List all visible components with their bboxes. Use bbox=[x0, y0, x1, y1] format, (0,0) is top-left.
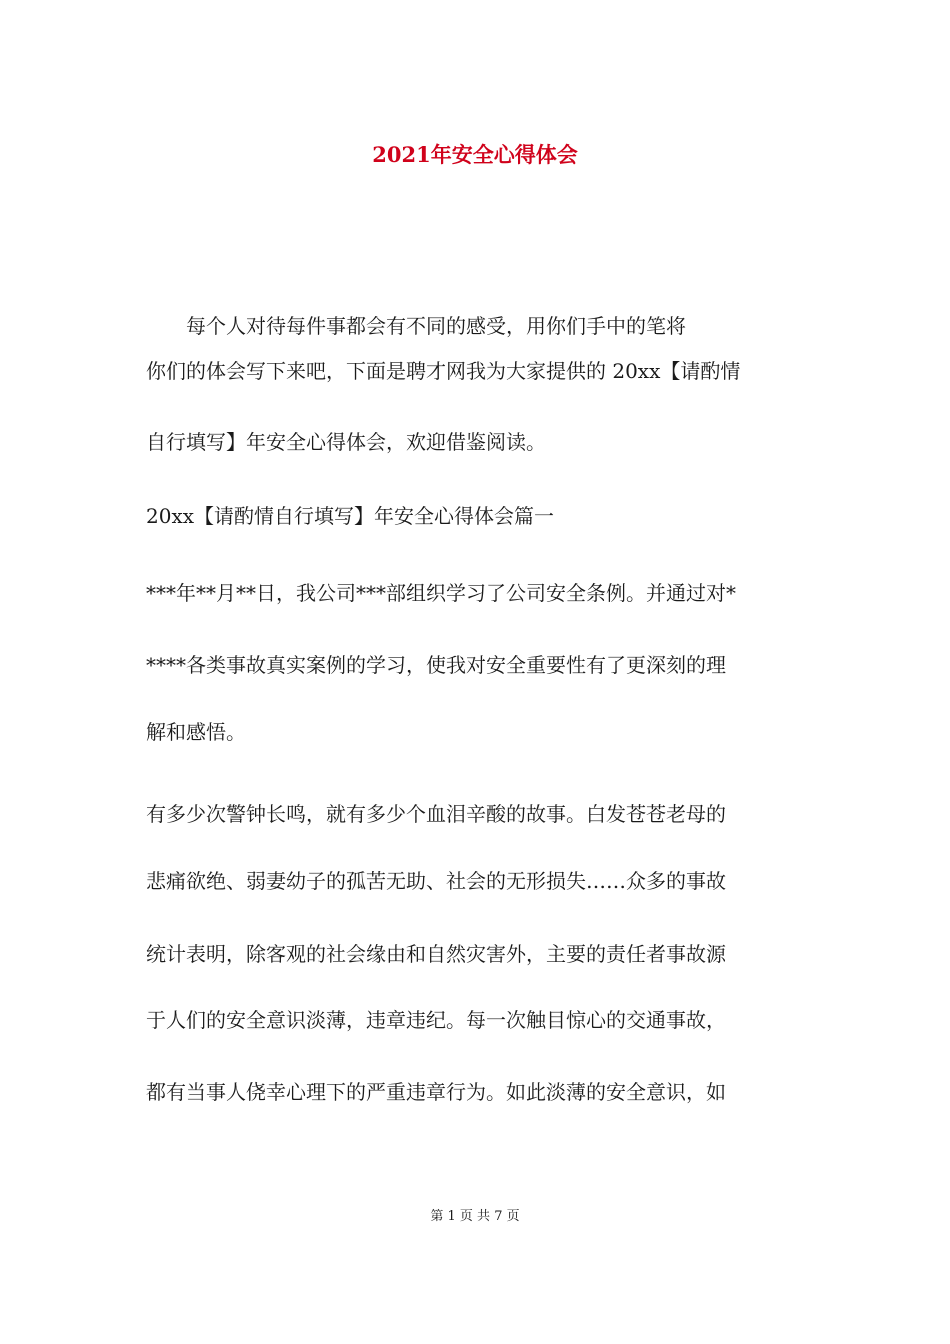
paragraph-line-7: 解和感悟。 bbox=[146, 720, 246, 744]
paragraph-line-8: 有多少次警钟长鸣，就有多少个血泪辛酸的故事。白发苍苍老母的 bbox=[146, 802, 726, 826]
paragraph-line-6: ****各类事故真实案例的学习，使我对安全重要性有了更深刻的理 bbox=[146, 653, 726, 677]
page-number-text: 第 1 页 共 7 页 bbox=[430, 1209, 520, 1224]
paragraph-line-3: 自行填写】年安全心得体会，欢迎借鉴阅读。 bbox=[146, 430, 546, 454]
paragraph-line-9: 悲痛欲绝、弱妻幼子的孤苦无助、社会的无形损失……众多的事故 bbox=[146, 869, 726, 893]
paragraph-line-11: 于人们的安全意识淡薄，违章违纪。每一次触目惊心的交通事故， bbox=[146, 1008, 726, 1032]
paragraph-line-2: 你们的体会写下来吧，下面是聘才网我为大家提供的 20xx【请酌情 bbox=[146, 359, 741, 383]
document-title: 2021年安全心得体会 bbox=[372, 142, 578, 167]
paragraph-line-1: 每个人对待每件事都会有不同的感受，用你们手中的笔将 bbox=[146, 314, 686, 338]
section-heading: 20xx【请酌情自行填写】年安全心得体会篇一 bbox=[146, 504, 555, 528]
paragraph-line-12: 都有当事人侥幸心理下的严重违章行为。如此淡薄的安全意识，如 bbox=[146, 1080, 726, 1104]
paragraph-line-10: 统计表明，除客观的社会缘由和自然灾害外，主要的责任者事故源 bbox=[146, 942, 726, 966]
page-number-footer bbox=[0, 1208, 950, 1226]
paragraph-line-5: ***年**月**日，我公司***部组织学习了公司安全条例。并通过对* bbox=[146, 581, 736, 605]
